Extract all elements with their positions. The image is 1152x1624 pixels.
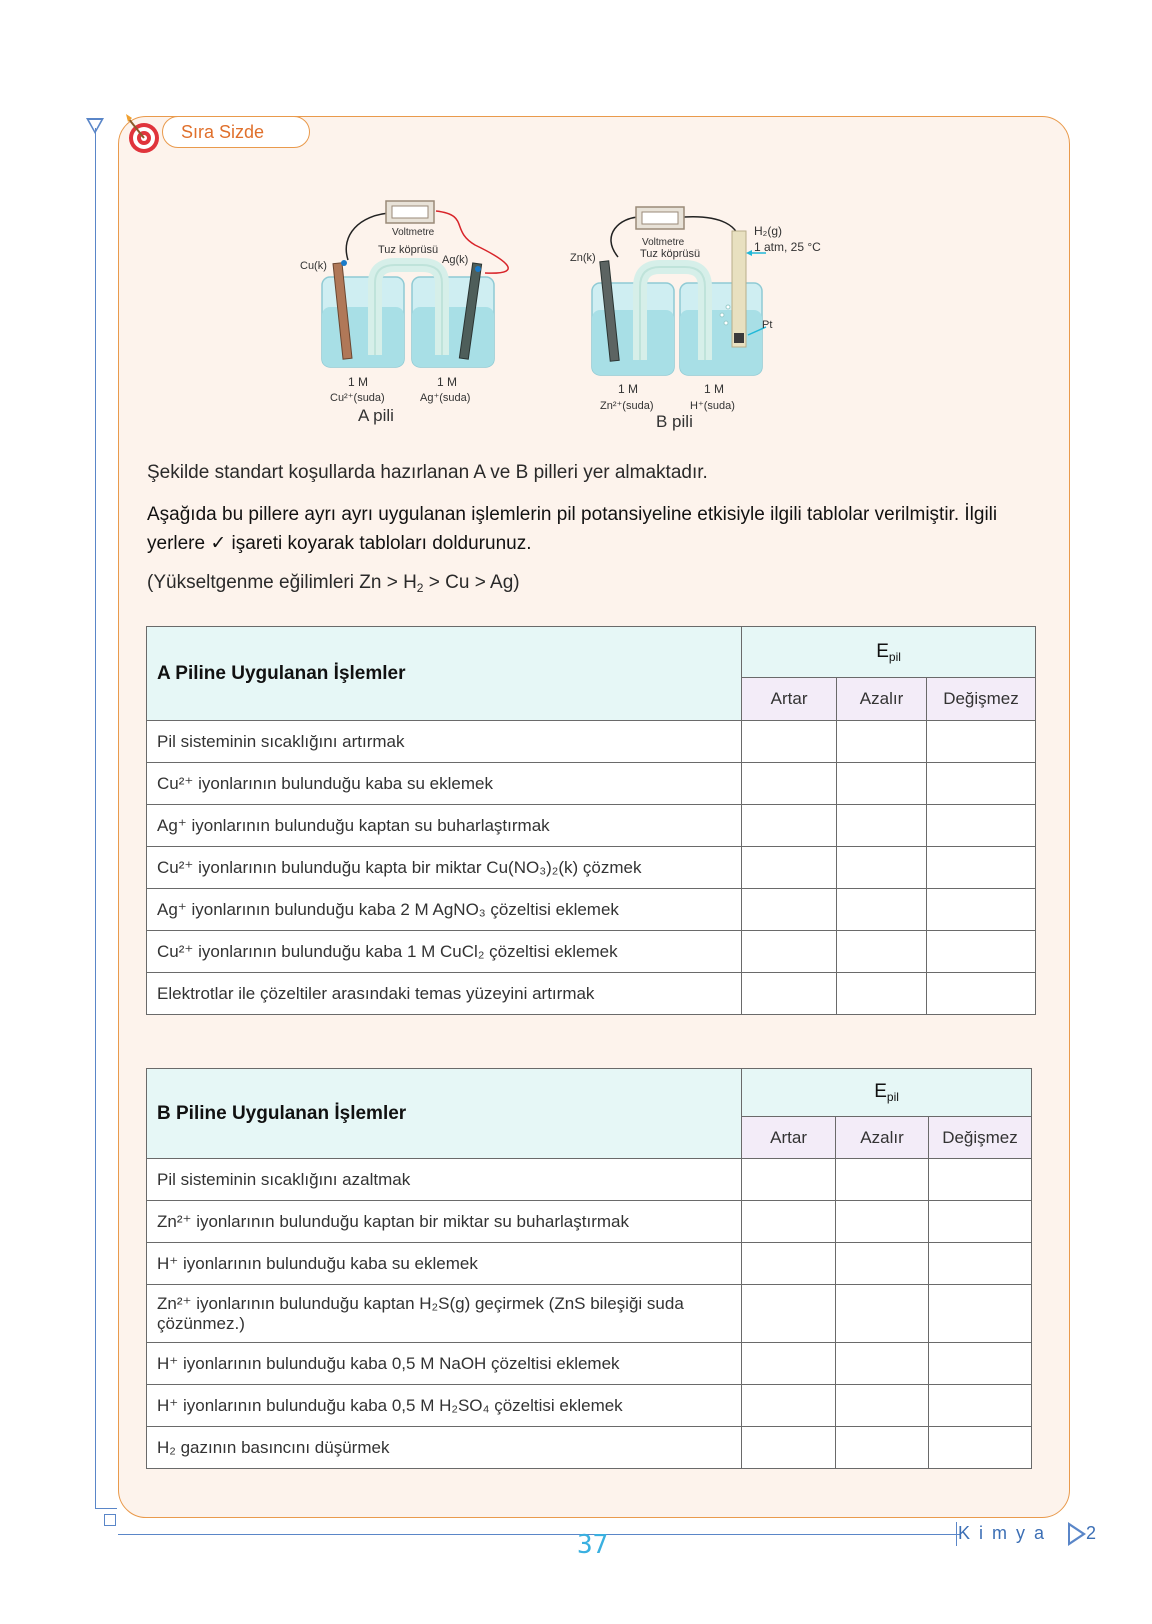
artar-check-cell[interactable] xyxy=(742,847,837,889)
trend-note-prefix: (Yükseltgenme eğilimleri Zn > H xyxy=(147,572,417,593)
azalir-check-cell[interactable] xyxy=(837,889,927,931)
footer-arrow-inner xyxy=(1070,1526,1082,1542)
table-a-epil-header xyxy=(742,627,1036,678)
artar-check-cell[interactable] xyxy=(742,763,837,805)
artar-check-cell[interactable] xyxy=(742,1343,836,1385)
table-row xyxy=(147,1201,1032,1243)
table-row xyxy=(147,1159,1032,1201)
table-a xyxy=(146,626,1036,1015)
azalir-check-cell[interactable] xyxy=(837,763,927,805)
artar-check-cell[interactable] xyxy=(742,1159,836,1201)
artar-check-cell[interactable] xyxy=(742,931,837,973)
table-row xyxy=(147,1243,1032,1285)
table-row xyxy=(147,889,1036,931)
artar-check-cell[interactable] xyxy=(742,973,837,1015)
row-label: Ag⁺ iyonlarının bulunduğu kaba 2 M AgNO₃ çözeltisi eklemek xyxy=(147,889,742,931)
table-row xyxy=(147,763,1036,805)
cell-b-left-solution: Zn²⁺(suda) xyxy=(600,400,654,412)
oxidation-trend-note xyxy=(147,572,520,595)
azalir-check-cell[interactable] xyxy=(836,1243,929,1285)
row-label: H⁺ iyonlarının bulunduğu kaba su eklemek xyxy=(147,1243,742,1285)
artar-check-cell[interactable] xyxy=(742,1285,836,1343)
table-a-epil-sub: pil xyxy=(888,649,901,664)
table-a-title: A Piline Uygulanan İşlemler xyxy=(147,627,742,721)
degismez-check-cell[interactable] xyxy=(926,763,1035,805)
cell-a-salt-bridge-label: Tuz köprüsü xyxy=(378,244,439,256)
degismez-check-cell[interactable] xyxy=(928,1343,1031,1385)
table-b-epil-header xyxy=(742,1069,1032,1117)
table-b-col-degismez: Değişmez xyxy=(928,1117,1031,1159)
row-label: H₂ gazının basıncını düşürmek xyxy=(147,1427,742,1469)
artar-check-cell[interactable] xyxy=(742,1427,836,1469)
table-a-epil: E xyxy=(876,640,889,662)
degismez-check-cell[interactable] xyxy=(928,1243,1031,1285)
cell-b-voltmeter-label: Voltmetre xyxy=(642,237,685,248)
row-label: H⁺ iyonlarının bulunduğu kaba 0,5 M H₂SO₄ çözeltisi eklemek xyxy=(147,1385,742,1427)
cell-a-right-electrode-label: Ag(k) xyxy=(442,254,469,266)
azalir-check-cell[interactable] xyxy=(837,847,927,889)
artar-check-cell[interactable] xyxy=(742,889,837,931)
table-row xyxy=(147,1427,1032,1469)
row-label: Zn²⁺ iyonlarının bulunduğu kaptan bir miktar su buharlaştırmak xyxy=(147,1201,742,1243)
row-label: Ag⁺ iyonlarının bulunduğu kaptan su buharlaştırmak xyxy=(147,805,742,847)
azalir-check-cell[interactable] xyxy=(836,1427,929,1469)
degismez-check-cell[interactable] xyxy=(926,805,1035,847)
row-label: Pil sisteminin sıcaklığını artırmak xyxy=(147,721,742,763)
cell-a-right-concentration: 1 M xyxy=(437,375,458,389)
galvanic-cells-figure xyxy=(300,195,880,455)
artar-check-cell[interactable] xyxy=(742,721,837,763)
table-a-col-azalir: Azalır xyxy=(837,678,927,721)
table-b-title: B Piline Uygulanan İşlemler xyxy=(147,1069,742,1159)
table-b-col-artar: Artar xyxy=(742,1117,836,1159)
row-label: Pil sisteminin sıcaklığını azaltmak xyxy=(147,1159,742,1201)
cell-a-left-concentration: 1 M xyxy=(348,375,369,389)
table-a-col-degismez: Değişmez xyxy=(926,678,1035,721)
azalir-check-cell[interactable] xyxy=(837,973,927,1015)
artar-check-cell[interactable] xyxy=(742,1243,836,1285)
row-label: Zn²⁺ iyonlarının bulunduğu kaptan H₂S(g) geçirmek (ZnS bileşiği suda çözünmez.) xyxy=(147,1285,742,1343)
cell-a-caption: A pili xyxy=(358,406,394,425)
degismez-check-cell[interactable] xyxy=(926,889,1035,931)
table-row xyxy=(147,1343,1032,1385)
frame-corner-square xyxy=(104,1514,116,1526)
azalir-check-cell[interactable] xyxy=(836,1159,929,1201)
table-a-col-artar: Artar xyxy=(742,678,837,721)
degismez-check-cell[interactable] xyxy=(928,1385,1031,1427)
table-row xyxy=(147,931,1036,973)
table-row xyxy=(147,1285,1032,1343)
cell-b-gas-label: H₂(g) xyxy=(754,224,782,238)
table-b-col-azalir: Azalır xyxy=(836,1117,929,1159)
cell-b-left-electrode-label: Zn(k) xyxy=(570,252,596,264)
cell-b-diagram xyxy=(592,207,766,375)
cell-b-salt-bridge-label: Tuz köprüsü xyxy=(640,248,701,260)
azalir-check-cell[interactable] xyxy=(837,805,927,847)
cell-a-left-electrode-label: Cu(k) xyxy=(300,260,327,272)
artar-check-cell[interactable] xyxy=(742,1385,836,1427)
row-label: H⁺ iyonlarının bulunduğu kaba 0,5 M NaOH çözeltisi eklemek xyxy=(147,1343,742,1385)
cell-b-gas-conditions: 1 atm, 25 °C xyxy=(754,240,821,254)
degismez-check-cell[interactable] xyxy=(926,973,1035,1015)
degismez-check-cell[interactable] xyxy=(928,1285,1031,1343)
table-row xyxy=(147,973,1036,1015)
frame-line-horizontal xyxy=(118,1534,960,1535)
degismez-check-cell[interactable] xyxy=(926,721,1035,763)
footer-brand-bar xyxy=(956,1522,957,1546)
degismez-check-cell[interactable] xyxy=(926,931,1035,973)
table-row xyxy=(147,721,1036,763)
table-row xyxy=(147,1385,1032,1427)
cell-a-voltmeter-label: Voltmetre xyxy=(392,227,435,238)
azalir-check-cell[interactable] xyxy=(836,1385,929,1427)
cell-a-right-solution: Ag⁺(suda) xyxy=(420,392,471,404)
degismez-check-cell[interactable] xyxy=(926,847,1035,889)
section-tab-label: Sıra Sizde xyxy=(181,122,265,142)
frame-line-short xyxy=(95,1508,117,1509)
cell-b-left-concentration: 1 M xyxy=(618,382,639,396)
section-tab xyxy=(162,116,310,148)
azalir-check-cell[interactable] xyxy=(836,1343,929,1385)
trend-note-sub: 2 xyxy=(416,581,424,595)
cell-a-diagram xyxy=(322,201,508,367)
artar-check-cell[interactable] xyxy=(742,805,837,847)
row-label: Cu²⁺ iyonlarının bulunduğu kaba su eklemek xyxy=(147,763,742,805)
degismez-check-cell[interactable] xyxy=(928,1159,1031,1201)
intro-text: Şekilde standart koşullarda hazırlanan A ve B pilleri yer almaktadır. xyxy=(147,462,708,483)
table-b-epil-sub: pil xyxy=(886,1090,899,1104)
cell-b-right-solution: H⁺(suda) xyxy=(690,400,735,412)
table-b xyxy=(146,1068,1032,1469)
azalir-check-cell[interactable] xyxy=(837,931,927,973)
row-label: Elektrotlar ile çözeltiler arasındaki temas yüzeyini artırmak xyxy=(147,973,742,1015)
footer-brand: Kimya 12 xyxy=(958,1523,1106,1543)
cell-b-pt-label: Pt xyxy=(762,319,773,331)
trend-note-suffix: > Cu > Ag) xyxy=(423,572,520,593)
row-label: Cu²⁺ iyonlarının bulunduğu kaba 1 M CuCl₂ çözeltisi eklemek xyxy=(147,931,742,973)
target-icon xyxy=(122,112,166,156)
instruction-text: Aşağıda bu pillere ayrı ayrı uygulanan işlemlerin pil potansiyeline etkisiyle ilgili tablolar verilmiştir. İlgili yerlere ✓ işareti koyarak tabloları doldurunuz. xyxy=(147,504,998,554)
cell-b-right-concentration: 1 M xyxy=(704,382,725,396)
degismez-check-cell[interactable] xyxy=(928,1201,1031,1243)
cell-a-left-solution: Cu²⁺(suda) xyxy=(330,392,385,404)
azalir-check-cell[interactable] xyxy=(837,721,927,763)
frame-line-vertical xyxy=(95,128,96,1508)
table-b-epil: E xyxy=(874,1081,887,1102)
artar-check-cell[interactable] xyxy=(742,1201,836,1243)
row-label: Cu²⁺ iyonlarının bulunduğu kapta bir miktar Cu(NO₃)₂(k) çözmek xyxy=(147,847,742,889)
table-row xyxy=(147,805,1036,847)
azalir-check-cell[interactable] xyxy=(836,1201,929,1243)
cell-b-caption: B pili xyxy=(656,412,693,431)
degismez-check-cell[interactable] xyxy=(928,1427,1031,1469)
azalir-check-cell[interactable] xyxy=(836,1285,929,1343)
page-number: 37 xyxy=(577,1530,609,1560)
table-row xyxy=(147,847,1036,889)
